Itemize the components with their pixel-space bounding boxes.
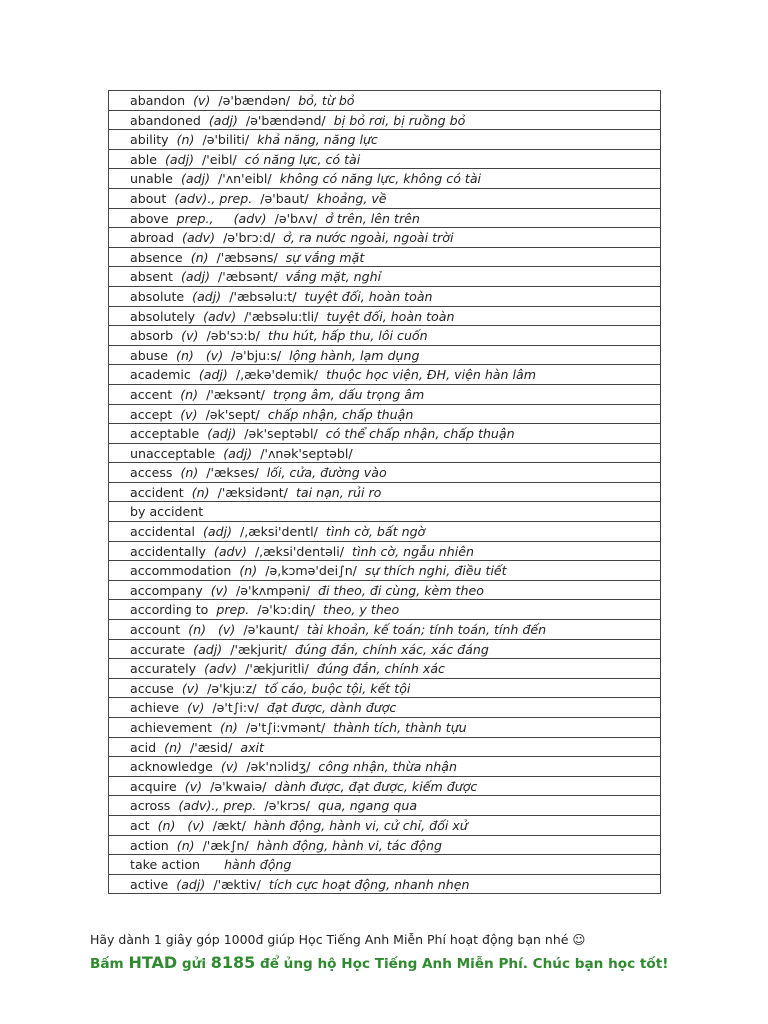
vocab-word: acknowledge [130,759,213,775]
vocab-pos: (adj) [176,876,206,892]
vocab-ipa: /,ækə'demik/ [235,367,319,383]
vocab-ipa: /'eibl/ [202,151,237,167]
vocab-word: across [130,798,171,814]
vocab-meaning: dành được, đạt được, kiếm được [274,778,478,794]
vocab-row [108,150,661,170]
vocab-pos: (v) [220,759,239,775]
vocab-row [108,698,661,718]
vocab-ipa: /ə'bændənd/ [245,112,326,128]
vocab-word: account [130,622,181,638]
vocab-word: abroad [130,230,175,246]
vocab-ipa: /ək'septəbl/ [244,426,318,442]
vocab-pos: (n) [180,386,199,402]
vocabulary-table [108,90,661,894]
vocab-word: accept [130,406,173,422]
vocab-pos: (n) [176,837,195,853]
vocab-ipa: /ə'kwaiə/ [210,778,267,794]
vocab-meaning: hành động, hành vi, tác động [256,837,443,853]
vocab-meaning: vắng mặt, nghỉ [285,269,382,285]
vocab-row [108,287,661,307]
vocab-meaning: đi theo, đi cùng, kèm theo [317,582,484,598]
vocab-word: absolute [130,288,185,304]
vocab-row [108,385,661,405]
vocab-row [108,267,661,287]
vocab-row [108,463,661,483]
vocab-meaning: thu hút, hấp thu, lôi cuốn [267,328,428,344]
footer [90,930,740,975]
vocab-meaning: có thể chấp nhận, chấp thuận [325,426,515,442]
vocab-ipa: /əb'sɔ:b/ [206,328,260,344]
vocab-meaning: công nhận, thừa nhận [318,759,457,775]
vocab-word: act [130,817,150,833]
vocab-pos: (n) [164,739,182,755]
vocab-meaning: ở, ra nước ngoài, ngoài trời [283,230,454,246]
promo-number: 8185 [210,953,256,972]
vocab-meaning: tình cờ, ngẫu nhiên [352,543,474,559]
vocab-word: active [130,876,169,892]
vocab-ipa: /'æbsəlu:tli/ [244,308,319,324]
vocab-word: acid [130,739,157,755]
vocab-ipa: /ə'kju:z/ [207,680,257,696]
vocab-word: take action [130,857,201,873]
vocab-word: abuse [130,347,169,363]
vocab-pos: (adj) [164,151,195,167]
vocab-word: accommodation [130,563,232,579]
vocab-meaning: khoảng, về [316,190,387,206]
vocab-word: academic [130,367,191,383]
promo-code: HTAD [128,953,178,972]
vocab-pos: (adv) [182,230,216,246]
promo-prefix: Bấm [90,956,129,972]
vocab-word: accurate [130,641,186,657]
vocab-ipa: /ə't∫i:v/ [212,700,259,716]
vocab-word: absent [130,269,173,285]
vocab-pos: (adj) [180,171,210,187]
vocab-pos: (adj) [198,367,228,383]
vocab-word: acceptable [130,426,200,442]
sms-promo [90,952,740,975]
vocab-row [108,326,661,346]
vocab-row [108,189,661,209]
vocab-meaning: chấp nhận, chấp thuận [267,406,414,422]
vocab-meaning: qua, ngang qua [318,798,418,814]
vocab-row [108,757,661,777]
vocab-pos: (adj) [180,269,211,285]
vocab-row [108,91,661,111]
vocab-ipa: /ə'krɔs/ [264,798,310,814]
vocab-ipa: /'æksənt/ [206,386,265,402]
vocab-meaning: tai nạn, rủi ro [295,484,382,500]
vocab-ipa: /'ʌn'eibl/ [218,171,272,187]
vocab-pos: (adj) [192,288,222,304]
vocab-word: unacceptable [130,445,216,461]
vocab-ipa: /,æksi'dentəli/ [254,543,345,559]
vocab-ipa: /'æbsənt/ [218,269,278,285]
vocab-word: about [130,190,167,206]
vocab-meaning: sự vắng mặt [285,249,365,265]
vocab-word: accurately [130,661,197,677]
vocab-pos: (adj) [223,445,253,461]
vocab-meaning: đạt được, dành được [266,700,397,716]
vocab-ipa: /ækt/ [212,817,246,833]
vocab-word: achieve [130,700,180,716]
vocab-word: accuse [130,680,174,696]
vocab-meaning: có năng lực, có tài [244,151,361,167]
vocab-row [108,169,661,189]
vocab-ipa: /'ækjurit/ [230,641,287,657]
vocab-word: absence [130,249,183,265]
vocab-ipa: /'ækjuritli/ [245,661,309,677]
vocab-ipa: /ə'bju:s/ [231,347,282,363]
vocab-word: able [130,151,157,167]
vocab-pos: (n) (v) [157,817,205,833]
vocab-pos: (n) (v) [176,347,224,363]
vocab-pos: prep., (adv) [176,210,267,226]
vocab-pos: (v) [184,778,203,794]
promo-suffix: để ủng hộ Học Tiếng Anh Miễn Phí. Chúc bạn học tốt! [255,956,669,972]
vocab-meaning: sự thích nghi, điều tiết [364,563,507,579]
vocab-row [108,718,661,738]
vocab-row [108,855,661,875]
vocab-meaning: lối, cửa, đường vào [266,465,387,481]
vocab-word: above [130,210,169,226]
vocab-ipa: /,æksi'dentl/ [240,524,318,540]
vocab-word: acquire [130,778,177,794]
vocab-row [108,346,661,366]
vocab-meaning: hành động, hành vi, cử chỉ, đối xử [253,817,468,833]
vocab-pos: (adj) [207,426,237,442]
vocab-row [108,248,661,268]
vocab-row [108,640,661,660]
vocab-row [108,307,661,327]
vocab-row [108,111,661,131]
vocab-ipa: /'ækses/ [206,465,259,481]
vocab-ipa: /ə'bændən/ [218,93,291,108]
vocab-ipa: /'æksidənt/ [217,484,288,500]
vocab-pos: (n) [220,720,238,735]
vocab-row [108,738,661,758]
vocab-row [108,777,661,797]
vocab-word: accidentally [130,543,206,559]
vocab-pos: (n) [239,563,258,579]
vocab-word: absolutely [130,308,196,324]
vocab-row [108,679,661,699]
vocab-pos: (v) [193,93,211,108]
donation-note: Hãy dành 1 giây góp 1000đ giúp Học Tiếng Anh Miễn Phí hoạt động bạn nhé ☺ [90,932,586,947]
vocab-pos: (v) [187,700,205,716]
vocab-word: action [130,837,169,853]
vocab-pos: (adv)., prep. [174,190,253,206]
vocab-meaning: bị bỏ rơi, bị ruồng bỏ [333,112,466,128]
vocab-word: accompany [130,582,203,598]
vocab-pos: (adv)., prep. [178,798,257,814]
vocab-pos: (adv) [203,308,237,324]
vocab-meaning: khả năng, năng lực [257,132,378,148]
vocab-pos: (v) [210,582,228,598]
vocab-pos: (n) (v) [188,622,236,638]
vocab-meaning: hành động [224,857,292,873]
vocab-ipa: /ə'kaunt/ [243,622,299,638]
vocab-meaning: axit [240,739,264,755]
vocab-meaning: tình cờ, bất ngờ [325,524,426,540]
vocab-row [108,581,661,601]
vocab-ipa: /ə'kʌmpəni/ [236,582,310,598]
vocab-row [108,620,661,640]
vocab-ipa: /ə'brɔ:d/ [223,230,276,246]
vocab-meaning: trọng âm, dấu trọng âm [272,386,425,402]
vocab-meaning: lộng hành, lạm dụng [289,347,420,363]
vocab-word: ability [130,132,169,148]
vocab-meaning: không có năng lực, không có tài [279,171,482,187]
promo-mid: gửi [177,956,211,972]
vocab-meaning: tuyệt đối, hoàn toàn [326,308,455,324]
vocab-ipa: /ə'kɔ:diɳ/ [257,602,316,618]
vocab-pos: prep. [216,602,250,618]
vocab-word: achievement [130,720,213,735]
vocab-word: abandon [130,93,186,108]
vocab-meaning: bỏ, từ bỏ [298,93,355,108]
vocab-meaning: tài khoản, kế toán; tính toán, tính đến [306,622,547,638]
vocab-pos: (adj) [202,524,233,540]
vocab-ipa: /ə'bʌv/ [274,210,318,226]
vocab-ipa: /ək'nɔlidʒ/ [246,759,311,775]
vocab-row [108,209,661,229]
vocab-row [108,130,661,150]
vocab-ipa: /'æktiv/ [213,876,261,892]
vocab-row [108,424,661,444]
vocab-ipa: /ə'biliti/ [202,132,250,148]
vocab-row [108,796,661,816]
vocab-row [108,228,661,248]
vocab-meaning: thành tích, thành tựu [333,720,467,735]
vocab-pos: (n) [176,132,195,148]
vocab-word: accent [130,386,173,402]
vocab-row [108,405,661,425]
vocab-ipa: /ə't∫i:vmənt/ [245,720,326,735]
vocab-pos: (v) [181,328,199,344]
vocab-pos: (adv) [204,661,238,677]
vocab-pos: (n) [180,465,199,481]
vocab-ipa: /ə'baut/ [260,190,309,206]
vocab-meaning: ở trên, lên trên [325,210,420,226]
vocab-word: unable [130,171,173,187]
vocab-pos: (n) [190,249,209,265]
vocab-ipa: /ək'sept/ [205,406,260,422]
vocab-row [108,816,661,836]
vocab-ipa: /'æbsəlu:t/ [229,288,297,304]
vocab-word: by accident [130,504,204,520]
vocab-meaning: đúng đắn, chính xác, xác đáng [294,641,489,657]
vocab-ipa: /'æbsəns/ [216,249,278,265]
vocab-row [108,365,661,385]
vocab-row [108,502,661,522]
vocab-meaning: thuộc học viện, ĐH, viện hàn lâm [326,367,536,383]
vocab-pos: (adj) [208,112,238,128]
vocab-row [108,522,661,542]
vocab-word: accident [130,484,184,500]
vocab-pos: (v) [181,680,200,696]
vocab-word: accidental [130,524,195,540]
vocab-row [108,875,661,895]
vocab-ipa: /ə,kɔmə'dei∫n/ [265,563,357,579]
vocab-row [108,561,661,581]
vocab-row [108,444,661,464]
vocab-row [108,659,661,679]
vocab-pos: (adv) [213,543,247,559]
vocab-ipa: /'æsid/ [189,739,233,755]
vocab-meaning: tố cáo, buộc tội, kết tội [264,680,411,696]
vocab-row [108,600,661,620]
vocab-row [108,483,661,503]
vocab-meaning: theo, y theo [323,602,400,618]
vocab-ipa: /'ʌnək'septəbl/ [260,445,353,461]
vocab-meaning: tích cực hoạt động, nhanh nhẹn [268,876,470,892]
vocab-word: abandoned [130,112,201,128]
vocab-meaning: đúng đắn, chính xác [316,661,445,677]
vocab-pos: (v) [180,406,198,422]
vocab-word: absorb [130,328,174,344]
vocab-row [108,836,661,856]
vocab-word: according to [130,602,209,618]
vocab-word: access [130,465,173,481]
vocab-meaning: tuyệt đối, hoàn toàn [304,288,433,304]
vocab-row [108,542,661,562]
vocab-ipa: /'æk∫n/ [202,837,249,853]
vocab-pos: (adj) [193,641,223,657]
vocab-pos: (n) [191,484,210,500]
